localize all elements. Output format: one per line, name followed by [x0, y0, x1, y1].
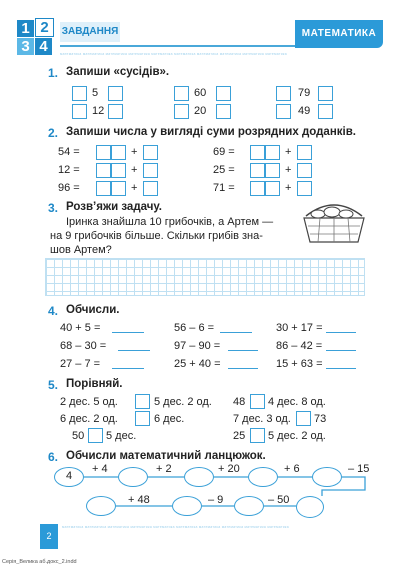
compare-right: 5 дес. 2 од. — [268, 430, 326, 442]
task-number: 3. — [48, 201, 59, 215]
subject-badge: МАТЕМАТИКА — [295, 20, 383, 48]
neighbor-number: 79 — [298, 87, 311, 99]
number-label: 54 = — [58, 146, 80, 158]
task-title: Запиши числа у вигляді суми розрядних доданків. — [66, 126, 356, 138]
chain-operation: – 15 — [348, 463, 370, 475]
expression: 86 – 42 = — [276, 340, 323, 352]
neighbor-number: 5 — [92, 87, 99, 99]
chain-operation: + 48 — [128, 494, 150, 506]
neighbor-number: 49 — [298, 105, 311, 117]
task-number: 6. — [48, 450, 59, 464]
problem-text: на 9 грибочків більше. Скільки грибів зна- — [50, 230, 263, 242]
plus-sign: + — [285, 182, 292, 194]
problem-text: Іринка знайшла 10 грибочків, а Артем — — [66, 216, 274, 228]
deco-strip: математика математика математика математика математика математика математика математика математика математика — [60, 52, 287, 56]
neighbor-number: 60 — [194, 87, 207, 99]
logo-digit: 2 — [35, 18, 54, 37]
page-number: 2 — [40, 524, 58, 549]
task-title: Обчисли математичний ланцюжок. — [66, 450, 266, 462]
neighbor-number: 12 — [92, 105, 105, 117]
task-number: 2. — [48, 126, 59, 140]
expression: 27 – 7 = — [60, 358, 101, 370]
chain-operation: + 2 — [156, 463, 172, 475]
number-label: 12 = — [58, 164, 80, 176]
chain-answer-circle[interactable] — [86, 496, 116, 516]
number-label: 69 = — [213, 146, 235, 158]
task-title: Обчисли. — [66, 304, 120, 316]
expression: 40 + 5 = — [60, 322, 101, 334]
chain-answer-circle[interactable] — [248, 467, 278, 487]
expression: 25 + 40 = — [174, 358, 221, 370]
compare-left: 2 дес. 5 од. — [60, 396, 118, 408]
chain-answer-circle[interactable] — [312, 467, 342, 487]
print-credit: Серія_Велика аб.докс_2.indd — [2, 559, 77, 565]
compare-right: 6 дес. — [154, 413, 185, 425]
chain-answer-circle[interactable] — [296, 496, 324, 518]
compare-right: 73 — [314, 413, 327, 425]
task-number: 5. — [48, 378, 59, 392]
chain-operation: – 50 — [268, 494, 290, 506]
task-number: 4. — [48, 304, 59, 318]
chain-answer-circle[interactable] — [172, 496, 202, 516]
plus-sign: + — [131, 164, 138, 176]
number-label: 96 = — [58, 182, 80, 194]
compare-right: 5 дес. — [106, 430, 137, 442]
chain-start: 4 — [54, 467, 84, 487]
plus-sign: + — [285, 146, 292, 158]
expression: 15 + 63 = — [276, 358, 323, 370]
compare-left: 6 дес. 2 од. — [60, 413, 118, 425]
chain-answer-circle[interactable] — [234, 496, 264, 516]
chain-answer-circle[interactable] — [184, 467, 214, 487]
logo-digit: 3 — [17, 38, 34, 55]
plus-sign: + — [131, 146, 138, 158]
logo-digit: 1 — [17, 20, 34, 37]
plus-sign: + — [285, 164, 292, 176]
compare-right: 5 дес. 2 од. — [154, 396, 212, 408]
expression: 97 – 90 = — [174, 340, 221, 352]
chain-operation: + 20 — [218, 463, 240, 475]
task-title: Запиши «сусідів». — [66, 66, 170, 78]
chain-operation: + 4 — [92, 463, 108, 475]
number-label: 71 = — [213, 182, 235, 194]
number-label: 25 = — [213, 164, 235, 176]
neighbor-number: 20 — [194, 105, 207, 117]
compare-left: 50 — [72, 430, 85, 442]
compare-left: 48 — [233, 396, 246, 408]
expression: 56 – 6 = — [174, 322, 215, 334]
task-number: 1. — [48, 66, 59, 80]
task-title: Порівняй. — [66, 378, 123, 390]
expression: 68 – 30 = — [60, 340, 107, 352]
logo-digit: 4 — [35, 38, 52, 55]
chain-operation: + 6 — [284, 463, 300, 475]
task-title: Розв’яжи задачу. — [66, 201, 162, 213]
problem-text: шов Артем? — [50, 244, 112, 256]
chain-answer-circle[interactable] — [118, 467, 148, 487]
section-tag: ЗАВДАННЯ — [60, 22, 120, 42]
compare-right: 4 дес. 8 од. — [268, 396, 326, 408]
compare-left: 25 — [233, 430, 246, 442]
chain-operation: – 9 — [208, 494, 224, 506]
expression: 30 + 17 = — [276, 322, 323, 334]
deco-strip: математика математика математика математика математика математика математика математика математика математика — [62, 525, 289, 529]
compare-left: 7 дес. 3 од. — [233, 413, 291, 425]
plus-sign: + — [131, 182, 138, 194]
